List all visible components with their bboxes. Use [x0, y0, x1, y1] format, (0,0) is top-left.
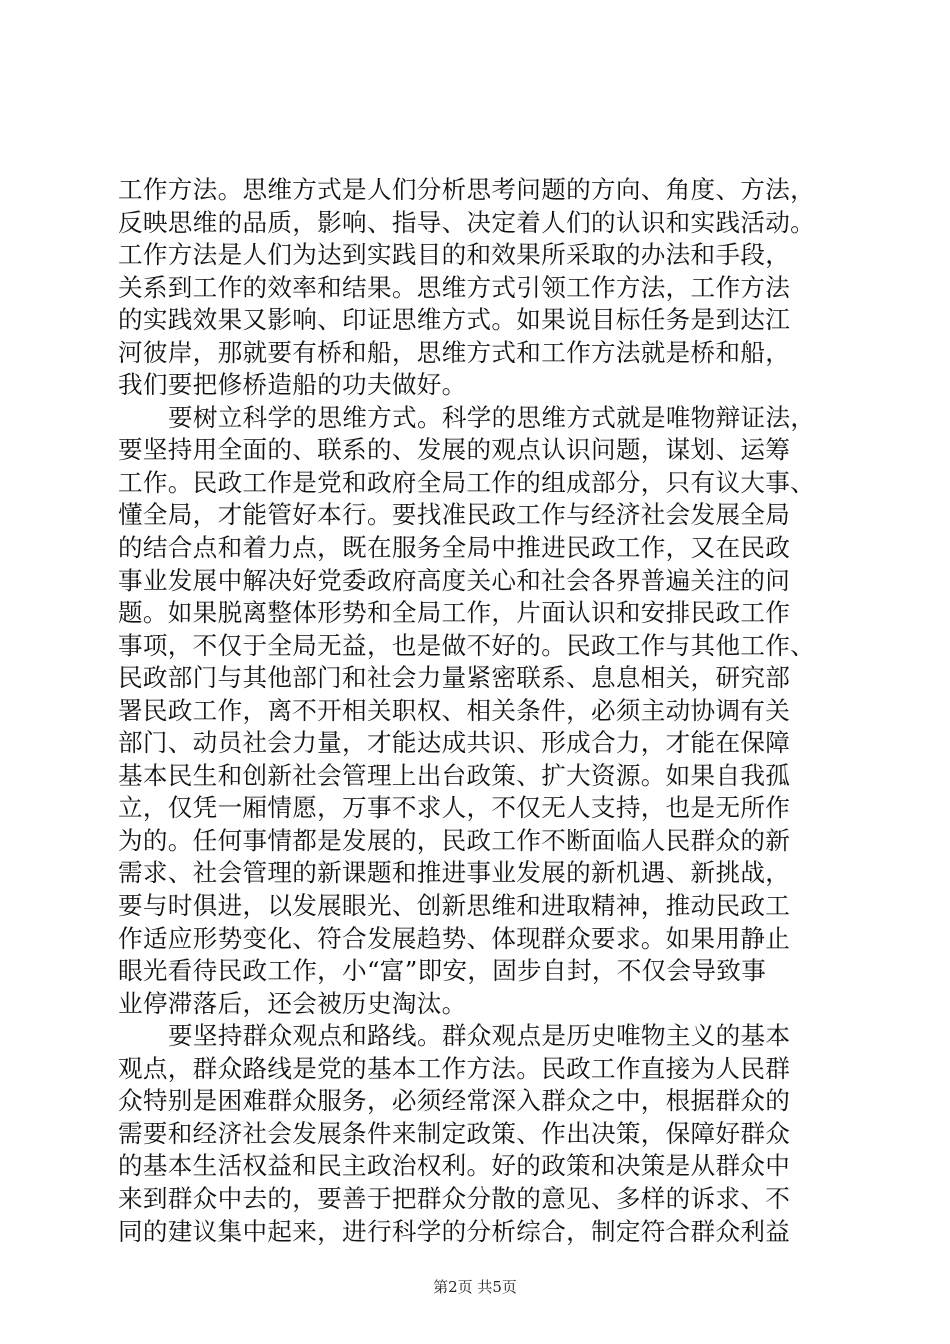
- text-line: 需要和经济社会发展条件来制定政策、作出决策，保障好群众: [118, 1118, 791, 1148]
- text-line: 事项，不仅于全局无益，也是做不好的。民政工作与其他工作、: [118, 630, 816, 660]
- text-line: 立，仅凭一厢情愿，万事不求人，不仅无人支持，也是无所作: [118, 793, 791, 823]
- text-line: 来到群众中去的，要善于把群众分散的意见、多样的诉求、不: [118, 1183, 791, 1213]
- text-line: 为的。任何事情都是发展的，民政工作不断面临人民群众的新: [118, 825, 791, 855]
- body-text: [118, 174, 836, 1248]
- text-line: 观点，群众路线是党的基本工作方法。民政工作直接为人民群: [118, 1053, 791, 1083]
- text-line: 需求、社会管理的新课题和推进事业发展的新机遇、新挑战，: [118, 858, 791, 888]
- text-line: 要树立科学的思维方式。科学的思维方式就是唯物辩证法，: [168, 402, 816, 432]
- text-line: 我们要把修桥造船的功夫做好。: [118, 370, 467, 400]
- text-line: 作适应形势变化、符合发展趋势、体现群众要求。如果用静止: [118, 923, 791, 953]
- text-line: 河彼岸，那就要有桥和船，思维方式和工作方法就是桥和船，: [118, 337, 791, 367]
- text-line: 署民政工作，离不开相关职权、相关条件，必须主动协调有关: [118, 695, 791, 725]
- text-line: 工作方法是人们为达到实践目的和效果所采取的办法和手段，: [118, 240, 791, 270]
- text-line: 关系到工作的效率和结果。思维方式引领工作方法，工作方法: [118, 272, 791, 302]
- page-footer: 第2页 共5页: [433, 1278, 517, 1296]
- text-line: 题。如果脱离整体形势和全局工作，片面认识和安排民政工作: [118, 598, 791, 628]
- text-line: 要坚持群众观点和路线。群众观点是历史唯物主义的基本: [168, 1021, 791, 1051]
- text-line: 工作方法。思维方式是人们分析思考问题的方向、角度、方法，: [118, 175, 816, 204]
- text-line: 的实践效果又影响、印证思维方式。如果说目标任务是到达江: [118, 305, 791, 335]
- text-line: 工作。民政工作是党和政府全局工作的组成部分，只有议大事、: [118, 467, 816, 497]
- text-line: 的基本生活权益和民主政治权利。好的政策和决策是从群众中: [118, 1151, 791, 1181]
- text-line: 反映思维的品质，影响、指导、决定着人们的认识和实践活动。: [118, 207, 816, 237]
- text-line: 要坚持用全面的、联系的、发展的观点认识问题，谋划、运筹: [118, 435, 791, 465]
- text-line: 众特别是困难群众服务，必须经常深入群众之中，根据群众的: [118, 1086, 791, 1116]
- text-line: 基本民生和创新社会管理上出台政策、扩大资源。如果自我孤: [118, 760, 791, 790]
- text-line: 事业发展中解决好党委政府高度关心和社会各界普遍关注的问: [118, 565, 791, 595]
- text-line: 懂全局，才能管好本行。要找准民政工作与经济社会发展全局: [118, 500, 791, 530]
- text-line: 要与时俱进，以发展眼光、创新思维和进取精神，推动民政工: [118, 891, 791, 921]
- text-line: 业停滞落后，还会被历史淘汰。: [118, 988, 467, 1018]
- text-line: 眼光看待民政工作，小“富”即安，固步自封，不仅会导致事: [118, 956, 767, 986]
- text-line: 民政部门与其他部门和社会力量紧密联系、息息相关，研究部: [118, 663, 791, 693]
- text-line: 同的建议集中起来，进行科学的分析综合，制定符合群众利益: [118, 1216, 791, 1246]
- text-line: 的结合点和着力点，既在服务全局中推进民政工作，又在民政: [118, 533, 791, 563]
- text-line: 部门、动员社会力量，才能达成共识、形成合力，才能在保障: [118, 728, 791, 758]
